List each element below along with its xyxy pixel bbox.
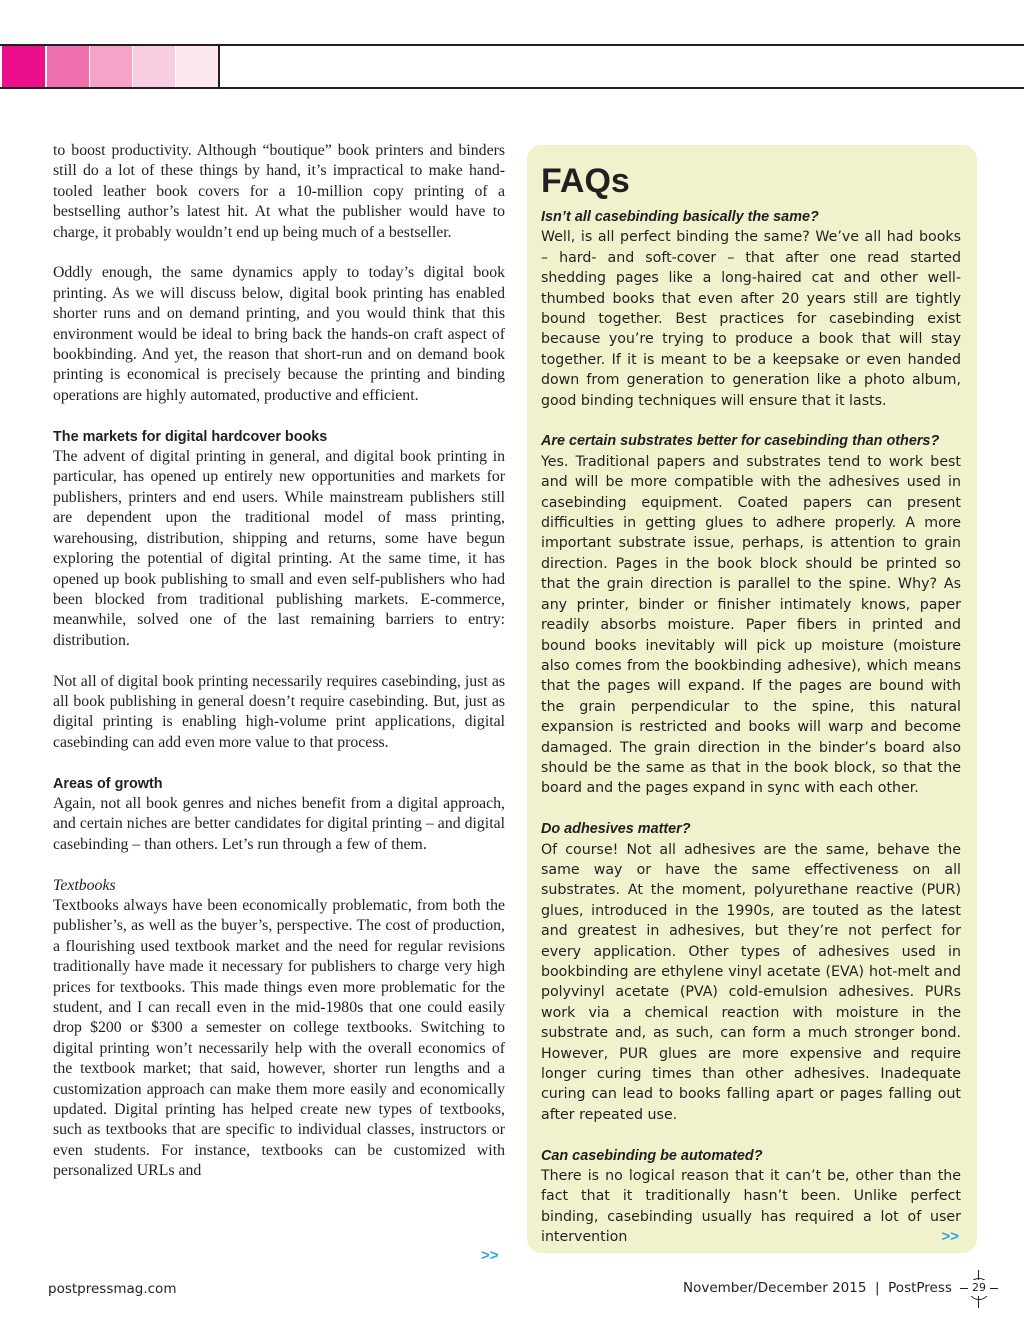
faq-answer: Yes. Traditional papers and substrates tend to work best and will be more compatible with the adhesives used in casebinding equipment. Coated papers can present difficulties in getting glues to adhere properly. A more important substrate issue, perhaps, is attention to grain direction. Pages in the book block should be printed so that the grain direction is parallel to the spine. Why? As any printer, binder or finisher intimately knows, paper readily absorbs moisture. Paper fibers in printed and bound books inevitably will pick up moisture (moisture also comes from the bookbinding adhesive), which means that the pages will expand. If the pages are bound with the grain perpendicular to the spine, this natural expansion is restricted and books will warp and become damaged. The grain direction in the binder’s board also should be the same as that in the book block, so that the board and the pages expand in sync with each other.	[541, 453, 961, 797]
page-number-mark	[960, 1270, 998, 1308]
subsection-heading: Textbooks	[53, 876, 116, 894]
section-heading: The markets for digital hardcover books	[53, 428, 328, 445]
article-paragraph: Oddly enough, the same dynamics apply to today’s digital book printing. As we will discuss below, digital book printing has enabled shorter runs and on demand printing, and you would think that this environment would be ideal to bring back the hands-on craft aspect of bookbinding. And yet, the reason that short-run and on demand book printing is economical is precisely because the printing and binding operations are highly automated, productive and efficient.	[53, 264, 505, 404]
footer-issue: November/December 2015 | PostPress	[683, 1280, 952, 1296]
color-swatch	[47, 46, 91, 87]
section-heading: Areas of growth	[53, 775, 163, 792]
color-swatch	[2, 46, 47, 87]
faq-answer: Well, is all perfect binding the same? We’ve all had books – hard- and soft-cover – that after one read started shedding pages like a long-haired cat and other well-thumbed books that even after 20 years still are tightly bound together. Best practices for casebinding exist because you’re trying to produce a book that will stay together. If it is meant to be a keepsake or even handed down from generation to generation like a photo album, good binding techniques will ensure that it lasts.	[541, 229, 961, 409]
faq-question: Are certain substrates better for casebinding than others?	[541, 433, 940, 450]
continue-link[interactable]: >>	[481, 1247, 499, 1264]
header-rule-bottom	[0, 87, 1024, 89]
faq-continue-link[interactable]: >>	[941, 1228, 959, 1245]
article-paragraph: Again, not all book genres and niches benefit from a digital approach, and certain niches are better candidates for digital printing – and digital casebinding – than others. Let’s run through a few of them.	[53, 794, 505, 853]
faq-sidebar	[527, 145, 977, 1253]
article-paragraph: Not all of digital book printing necessarily requires casebinding, just as all book publishing in general doesn’t require casebinding. But, just as digital printing is enabling high-volume print applications, digital casebinding can add even more value to that process.	[53, 672, 505, 751]
faq-question: Can casebinding be automated?	[541, 1147, 763, 1164]
article-paragraph: to boost productivity. Although “boutique” book printers and binders still do a lot of these things by hand, it’s impractical to make hand-tooled leather book covers for a 10-million copy printing of a bestselling author’s latest hit. At what the publisher would have to charge, it probably wouldn’t end up being much of a bestseller.	[53, 142, 505, 241]
faq-question: Isn’t all casebinding basically the same?	[541, 209, 819, 225]
article-paragraph: Textbooks always have been economically problematic, from both the publisher’s, as well as the buyer’s, perspective. The cost of production, a flourishing used textbook market and the need for regular revisions traditionally have made it necessary for publishers to charge very high prices for textbooks. This made things even more problematic for the student, and I can recall even in the mid-1980s that one could easily drop $200 or $300 a semester on college textbooks. Switching to digital printing won’t necessarily help with the overall economics of the textbook market; that said, however, shorter run lengths and a customization approach can make them more easily and economically updated. Digital printing has helped create new types of textbooks, such as textbooks that are specific to individual classes, instructors or even students. For instance, textbooks can be customized with personalized URLs and	[53, 896, 505, 1180]
faq-answer: There is no logical reason that it can’t be, other than the fact that it traditionally hasn’t been. Unlike perfect binding, casebinding usually has required a lot of user intervention	[541, 1168, 961, 1246]
article-paragraph: The advent of digital printing in general, and digital book printing in particular, has opened up entirely new opportunities and markets for publishers, printers and end users. While mainstream publishers still are dependent upon the traditional model of mass printing, warehousing, distribution, shipping and returns, some have begun exploring the potential of digital printing. At the same time, it has opened up book publishing to small and even self-publishers who had been blocked from traditional publishing markets. E-commerce, meanwhile, solved one of the last remaining barriers to entry: distribution.	[53, 448, 505, 649]
footer-website: postpressmag.com	[48, 1281, 177, 1297]
color-swatch	[90, 46, 134, 87]
faq-question: Do adhesives matter?	[541, 821, 691, 838]
faq-answer: Of course! Not all adhesives are the same, behave the same way or have the same effectiveness on all substrates. At the moment, polyurethane reactive (PUR) glues, introduced in the 1990s, are touted as the latest and greatest in adhesives, but they’re not perfect for every application. Other types of adhesives used in bookbinding are ethylene vinyl acetate (EVA) hot-melt and polyvinyl acetate (PVA) cold-emulsion adhesives. PURs work via a chemical reaction with moisture in the substrate and, as such, can form a much stronger bond. However, PUR glues are more expensive and require longer curing times than other adhesives. Inadequate curing can lead to books falling apart or pages falling out after repeated use.	[541, 841, 961, 1123]
faq-title: FAQs	[541, 162, 630, 200]
color-swatch	[176, 46, 220, 87]
article-column	[53, 141, 505, 1182]
color-swatch	[133, 46, 177, 87]
page-number: 29	[968, 1280, 990, 1296]
swatch-divider	[218, 46, 220, 87]
